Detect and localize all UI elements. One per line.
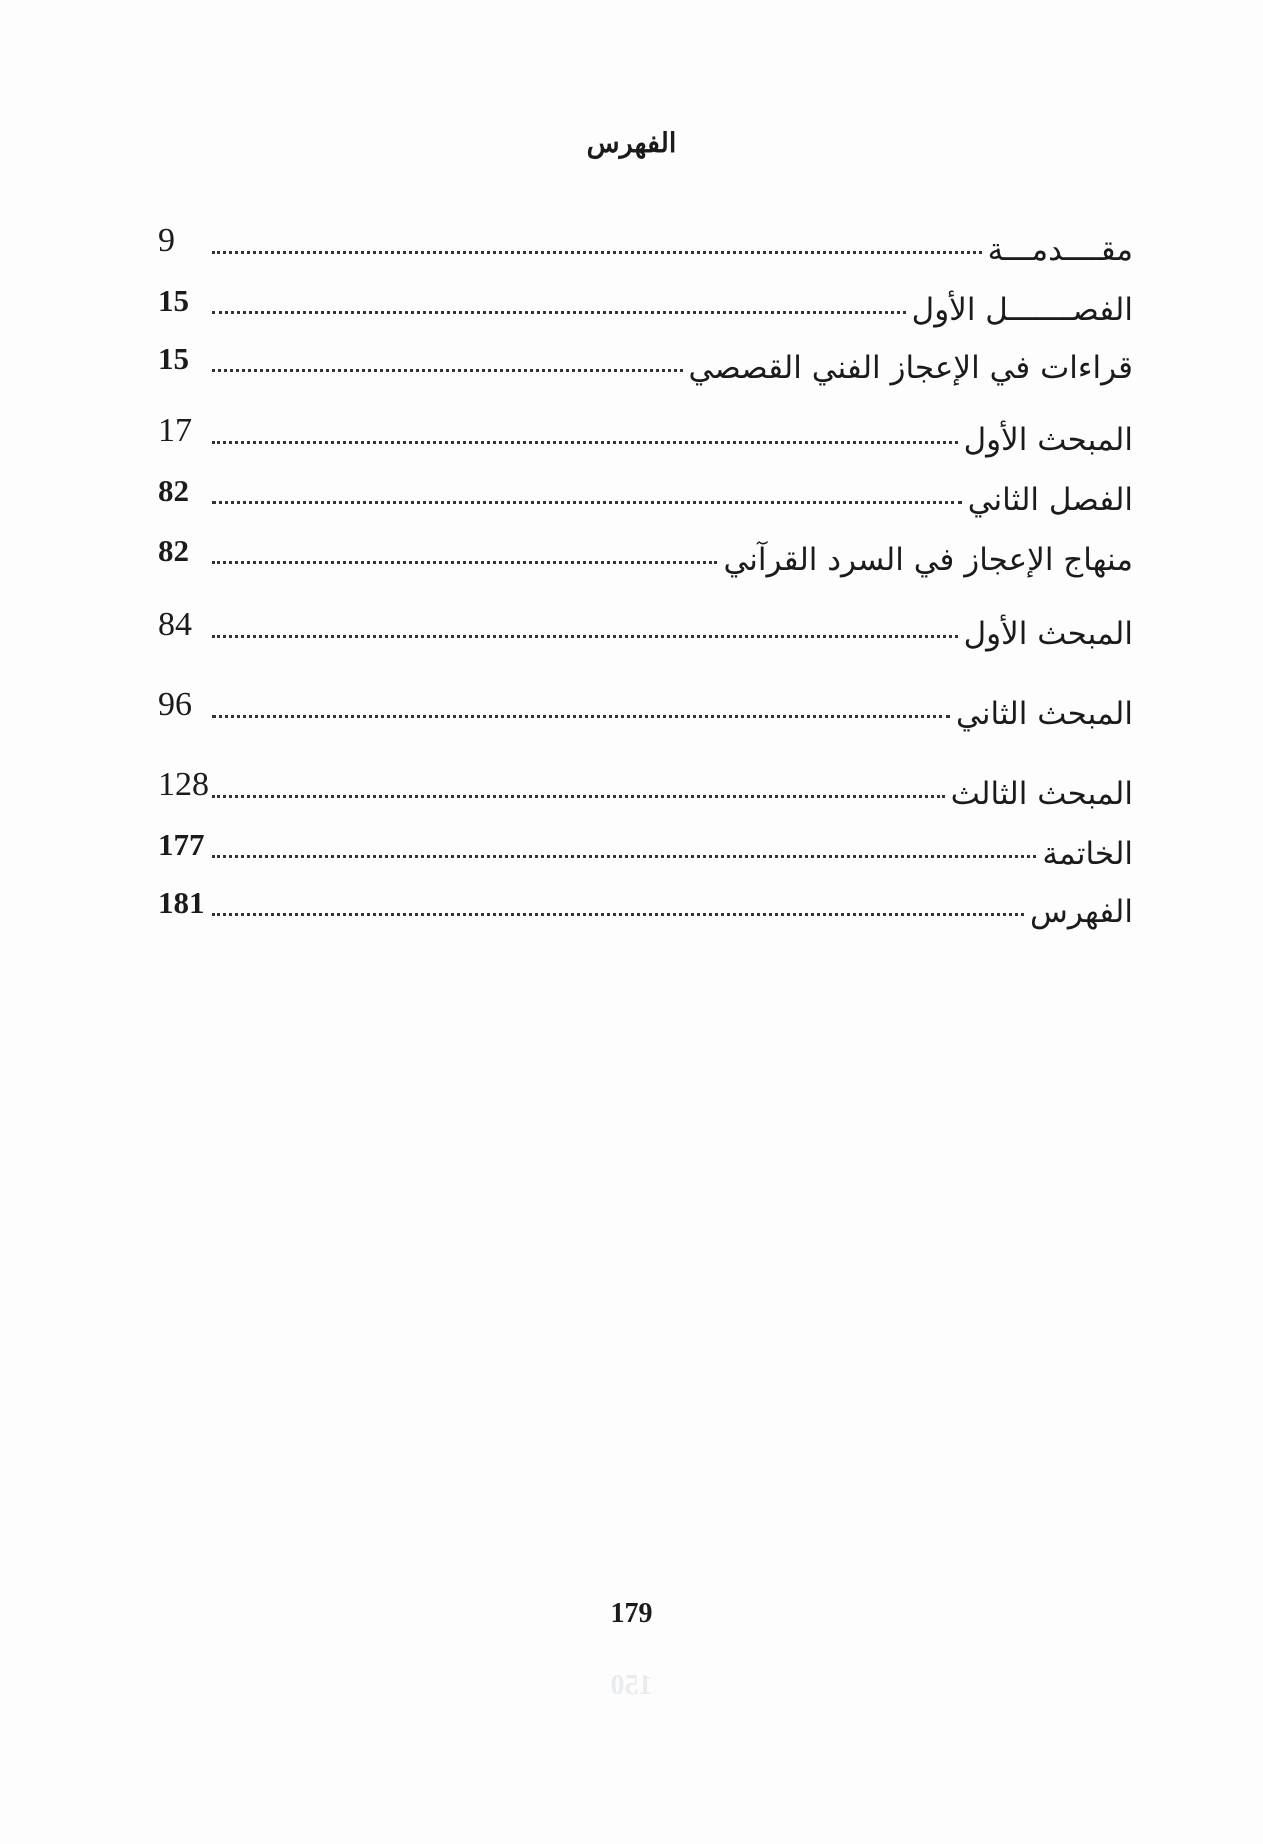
toc-entry-title: المبحث الأول bbox=[963, 422, 1133, 458]
toc-entry-title: الفهرس bbox=[1030, 894, 1133, 930]
toc-leader-dots bbox=[212, 311, 906, 314]
toc-entry bbox=[158, 334, 1133, 390]
toc-leader-dots bbox=[212, 913, 1024, 916]
toc-entry-title: الخاتمة bbox=[1042, 836, 1133, 872]
toc-page-number: 15 bbox=[158, 283, 189, 318]
toc-page-number: 17 bbox=[158, 412, 192, 449]
toc-entry bbox=[158, 216, 1133, 272]
toc-entry bbox=[158, 276, 1133, 332]
toc-entry bbox=[158, 820, 1133, 876]
toc-entry bbox=[158, 680, 1133, 736]
toc-page-number: 177 bbox=[158, 827, 205, 862]
toc-page-number: 84 bbox=[158, 606, 192, 643]
toc-page-number: 15 bbox=[158, 341, 189, 376]
bleed-through-page-number: 150 bbox=[610, 1670, 653, 1701]
toc-entry bbox=[158, 526, 1133, 582]
toc-page-number: 82 bbox=[158, 473, 189, 508]
toc-entry-title: المبحث الثاني bbox=[956, 696, 1133, 732]
toc-leader-dots bbox=[212, 795, 945, 798]
toc-entry-title: الفصـــــــل الأول bbox=[911, 292, 1133, 328]
toc-leader-dots bbox=[212, 441, 958, 444]
page-number: 179 bbox=[610, 1598, 653, 1629]
toc-entry bbox=[158, 760, 1133, 816]
toc-entry-title: المبحث الأول bbox=[963, 616, 1133, 652]
toc-entry bbox=[158, 878, 1133, 934]
toc-leader-dots bbox=[212, 251, 982, 254]
toc-entry-title: منهاج الإعجاز في السرد القرآني bbox=[723, 542, 1133, 578]
toc-page-number: 181 bbox=[158, 885, 205, 920]
toc-page-number: 9 bbox=[158, 222, 175, 259]
toc-leader-dots bbox=[212, 501, 962, 504]
toc-leader-dots bbox=[212, 715, 950, 718]
toc-entry bbox=[158, 466, 1133, 522]
toc-page-number: 82 bbox=[158, 533, 189, 568]
page-title: الفهرس bbox=[586, 128, 677, 159]
toc-entry bbox=[158, 406, 1133, 462]
toc-leader-dots bbox=[212, 561, 717, 564]
toc-page-number: 128 bbox=[158, 766, 209, 803]
toc-leader-dots bbox=[212, 635, 958, 638]
toc-leader-dots bbox=[212, 369, 683, 372]
toc-page-number: 96 bbox=[158, 686, 192, 723]
toc-entry-title: الفصل الثاني bbox=[967, 482, 1133, 518]
toc-entry bbox=[158, 600, 1133, 656]
toc-entry-title: قراءات في الإعجاز الفني القصصي bbox=[688, 350, 1133, 386]
toc-leader-dots bbox=[212, 855, 1036, 858]
toc-entry-title: المبحث الثالث bbox=[950, 776, 1133, 812]
toc-entry-title: مقــــدمـــة bbox=[987, 232, 1133, 268]
